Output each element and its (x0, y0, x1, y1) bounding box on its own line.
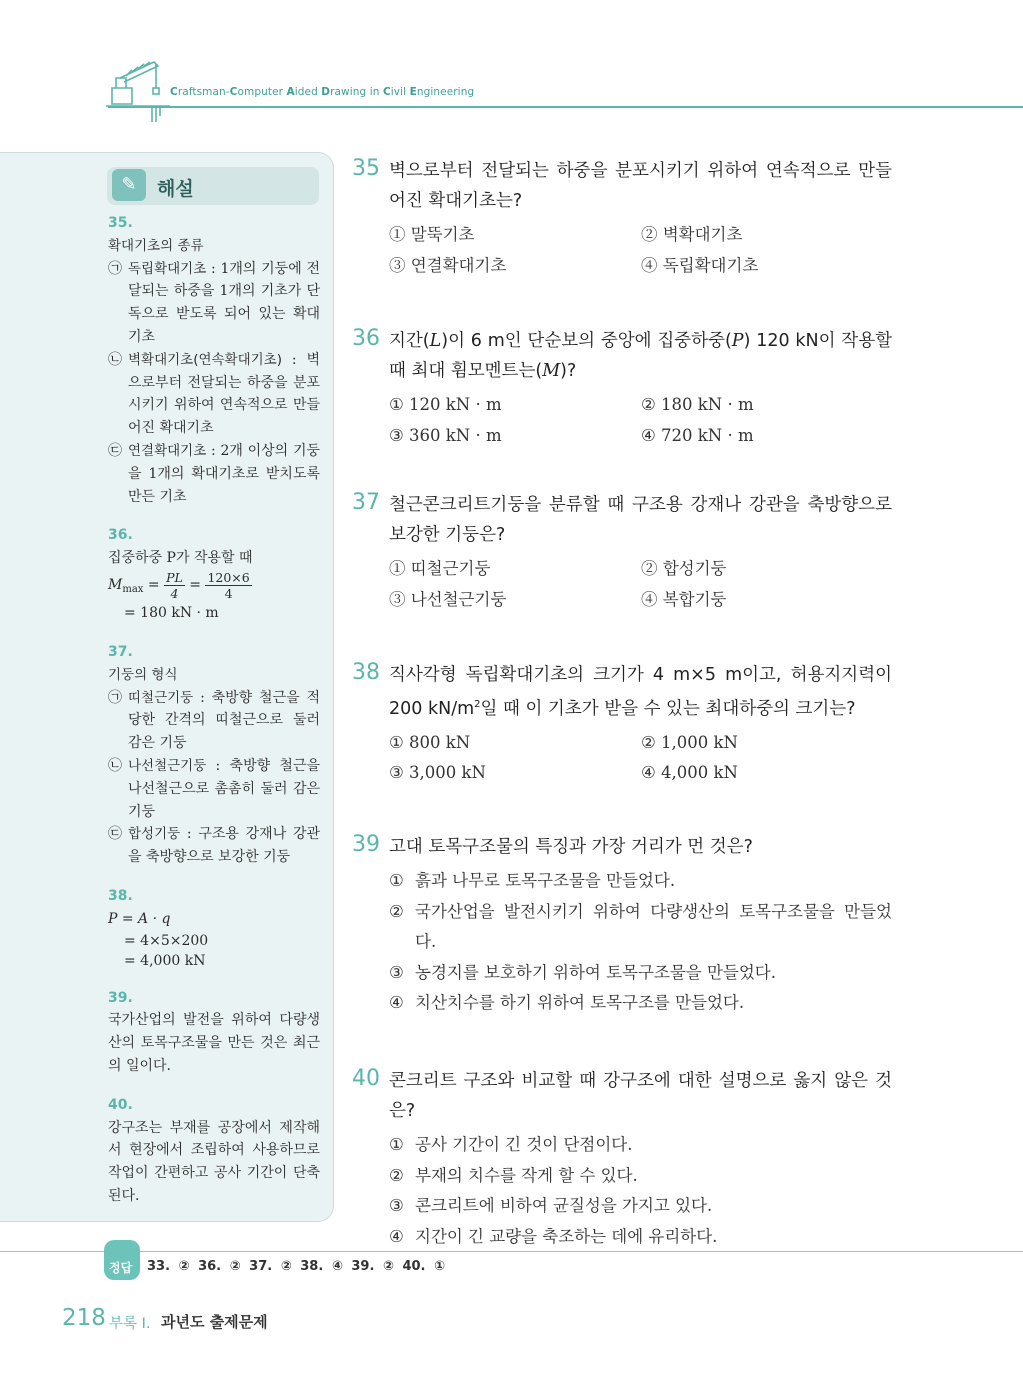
option[interactable]: ④ 720 kN · m (641, 425, 754, 445)
question-number: 38 (352, 660, 380, 685)
option[interactable]: ③ 농경지를 보호하기 위하여 토목구조물을 만들었다. (389, 962, 776, 982)
option[interactable]: ① 공사 기간이 긴 것이 단점이다. (389, 1135, 633, 1154)
explanation-heading: 기둥의 형식 (108, 666, 178, 683)
explanation-35 (108, 212, 320, 508)
option[interactable]: ① 120 kN · m (389, 395, 502, 414)
question-number: 39 (352, 832, 380, 857)
question-35 (352, 156, 892, 281)
explanation-item: ㉠ 독립확대기초 : 1개의 기둥에 전달되는 하중을 1개의 기초가 단독으로 받도록 되어 있는 확대기초 (108, 260, 320, 345)
crane-logo-icon (106, 58, 170, 124)
page-number: 218 (62, 1305, 106, 1331)
explanation-text: 국가산업의 발전을 위하여 다량생산의 토목구조물을 만든 것은 최근의 일이다. (108, 1012, 320, 1074)
explanation-heading: 확대기초의 종류 (108, 237, 204, 254)
answer-key: 33. ② 36. ② 37. ② 38. ④ 39. ② 40. ① (147, 1259, 446, 1274)
option[interactable]: ④ 치산치수를 하기 위하여 토목구조를 만들었다. (389, 993, 745, 1012)
appendix-label: 부록 I. (109, 1316, 151, 1332)
explanation-number: 39. (108, 989, 133, 1006)
question-text: 철근콘크리트기둥을 분류할 때 구조용 강재나 강관을 축방향으로 보강한 기둥은? (389, 495, 892, 545)
option-grid (389, 220, 892, 281)
option[interactable]: ② 부재의 치수를 작게 할 수 있다. (389, 1165, 638, 1185)
explanation-item: ㉢ 연결확대기초 : 2개 이상의 기둥을 1개의 확대기초로 받치도록 만든 기초 (108, 442, 320, 505)
question-text: 직사각형 독립확대기초의 크기가 4 m×5 m이고, 허용지지력이 200 $kN/m^2$일 때 이 기초가 받을 수 있는 최대하중의 크기는? (389, 665, 892, 719)
option-grid (389, 554, 892, 615)
explanation-item: ㉡ 나선철근기둥 : 축방향 철근을 나선철근으로 촘촘히 둘러 감은 기둥 (108, 758, 320, 820)
explanation-40 (108, 1094, 320, 1208)
option[interactable]: ④ 지간이 긴 교량을 축조하는 데에 유리하다. (389, 1226, 718, 1246)
explanation-39 (108, 987, 320, 1078)
option[interactable]: ② 합성기둥 (641, 559, 727, 578)
option[interactable]: ④ 독립확대기초 (641, 255, 759, 275)
option-grid (389, 390, 892, 451)
option-list (389, 1130, 892, 1252)
answer-rule (0, 1251, 1023, 1252)
option[interactable]: ① 말뚝기초 (389, 225, 475, 244)
explanation-number: 35. (108, 215, 133, 231)
explanation-item: ㉠ 띠철근기둥 : 축방향 철근을 적당한 간격의 띠철근으로 둘러 감은 기둥 (108, 689, 320, 752)
option[interactable]: ① 흙과 나무로 토목구조물을 만들었다. (389, 871, 676, 890)
question-text: 고대 토목구조물의 특징과 가장 거리가 먼 것은? (389, 837, 753, 857)
explanation-36 (108, 524, 320, 625)
option[interactable]: ③ 나선철근기둥 (389, 589, 507, 609)
explanation-title: 해설 (157, 178, 194, 200)
option[interactable]: ② 180 kN · m (641, 395, 754, 414)
question-36 (352, 326, 892, 451)
option-grid (389, 728, 892, 789)
question-text: 지간(L)이 6 m인 단순보의 중앙에 집중하중(P) 120 kN이 작용할 때 최대 휨모멘트는(M)? (389, 331, 893, 381)
option[interactable]: ① 띠철근기둥 (389, 559, 491, 578)
load-result: = 4,000 kN (124, 952, 206, 969)
option[interactable]: ③ 360 kN · m (389, 425, 502, 445)
question-40 (352, 1066, 892, 1252)
question-number: 35 (352, 156, 380, 181)
series-title: Craftsman-Computer Aided Drawing in Civil Engineering (170, 86, 475, 98)
option[interactable]: ④ 4,000 kN (641, 763, 738, 783)
explanation-heading: 집중하중 P가 작용할 때 (108, 550, 253, 567)
explanation-number: 40. (108, 1096, 133, 1113)
explanation-item: ㉡ 벽확대기초(연속확대기초) : 벽으로부터 전달되는 하중을 분포시키기 위하여 연속적으로 만들어진 확대기초 (108, 351, 320, 437)
explanation-38 (108, 885, 320, 971)
question-text: 벽으로부터 전달되는 하중을 분포시키기 위하여 연속적으로 만들어진 확대기초는? (389, 161, 892, 211)
question-number: 37 (352, 490, 380, 515)
option[interactable]: ③ 3,000 kN (389, 763, 486, 783)
option[interactable]: ④ 복합기둥 (641, 589, 727, 609)
header-rule (108, 106, 1023, 108)
explanation-number: 36. (108, 527, 133, 544)
answer-label: 정답 (109, 1261, 133, 1275)
moment-result: = 180 kN · m (124, 605, 219, 622)
question-38 (352, 660, 892, 789)
option[interactable]: ② 국가산업을 발전시키기 위하여 다량생산의 토목구조물을 만들었다. (389, 901, 892, 951)
option-list (389, 866, 892, 1019)
explanation-number: 37. (108, 644, 133, 661)
load-formula: P = A · q (108, 910, 171, 927)
question-number: 40 (352, 1066, 380, 1091)
question-39 (352, 832, 892, 1019)
moment-formula: $M_{max}$ = $\frac{PL}{4}$ = $\frac{120\times 6}{4}$ (108, 569, 250, 601)
explanation-text: 강구조는 부재를 공장에서 제작해서 현장에서 조립하여 사용하므로 작업이 간편하고 공사 기간이 단축된다. (108, 1119, 320, 1204)
option[interactable]: ③ 콘크리트에 비하여 균질성을 가지고 있다. (389, 1196, 713, 1215)
option[interactable]: ③ 연결확대기초 (389, 255, 507, 275)
load-calc: = 4×5×200 (124, 932, 209, 949)
option[interactable]: ② 1,000 kN (641, 732, 738, 752)
question-number: 36 (352, 326, 380, 351)
question-text: 콘크리트 구조와 비교할 때 강구조에 대한 설명으로 옳지 않은 것은? (389, 1071, 892, 1121)
pencil-note-icon: ✎ (112, 169, 146, 201)
explanation-item: ㉢ 합성기둥 : 구조용 강재나 강관을 축방향으로 보강한 기둥 (108, 826, 320, 866)
option[interactable]: ② 벽확대기초 (641, 225, 743, 244)
question-37 (352, 490, 892, 615)
section-title: 과년도 출제문제 (161, 1313, 268, 1331)
option[interactable]: ① 800 kN (389, 732, 471, 752)
explanation-body (108, 212, 320, 1224)
explanation-37 (108, 641, 320, 869)
explanation-number: 38. (108, 888, 133, 905)
